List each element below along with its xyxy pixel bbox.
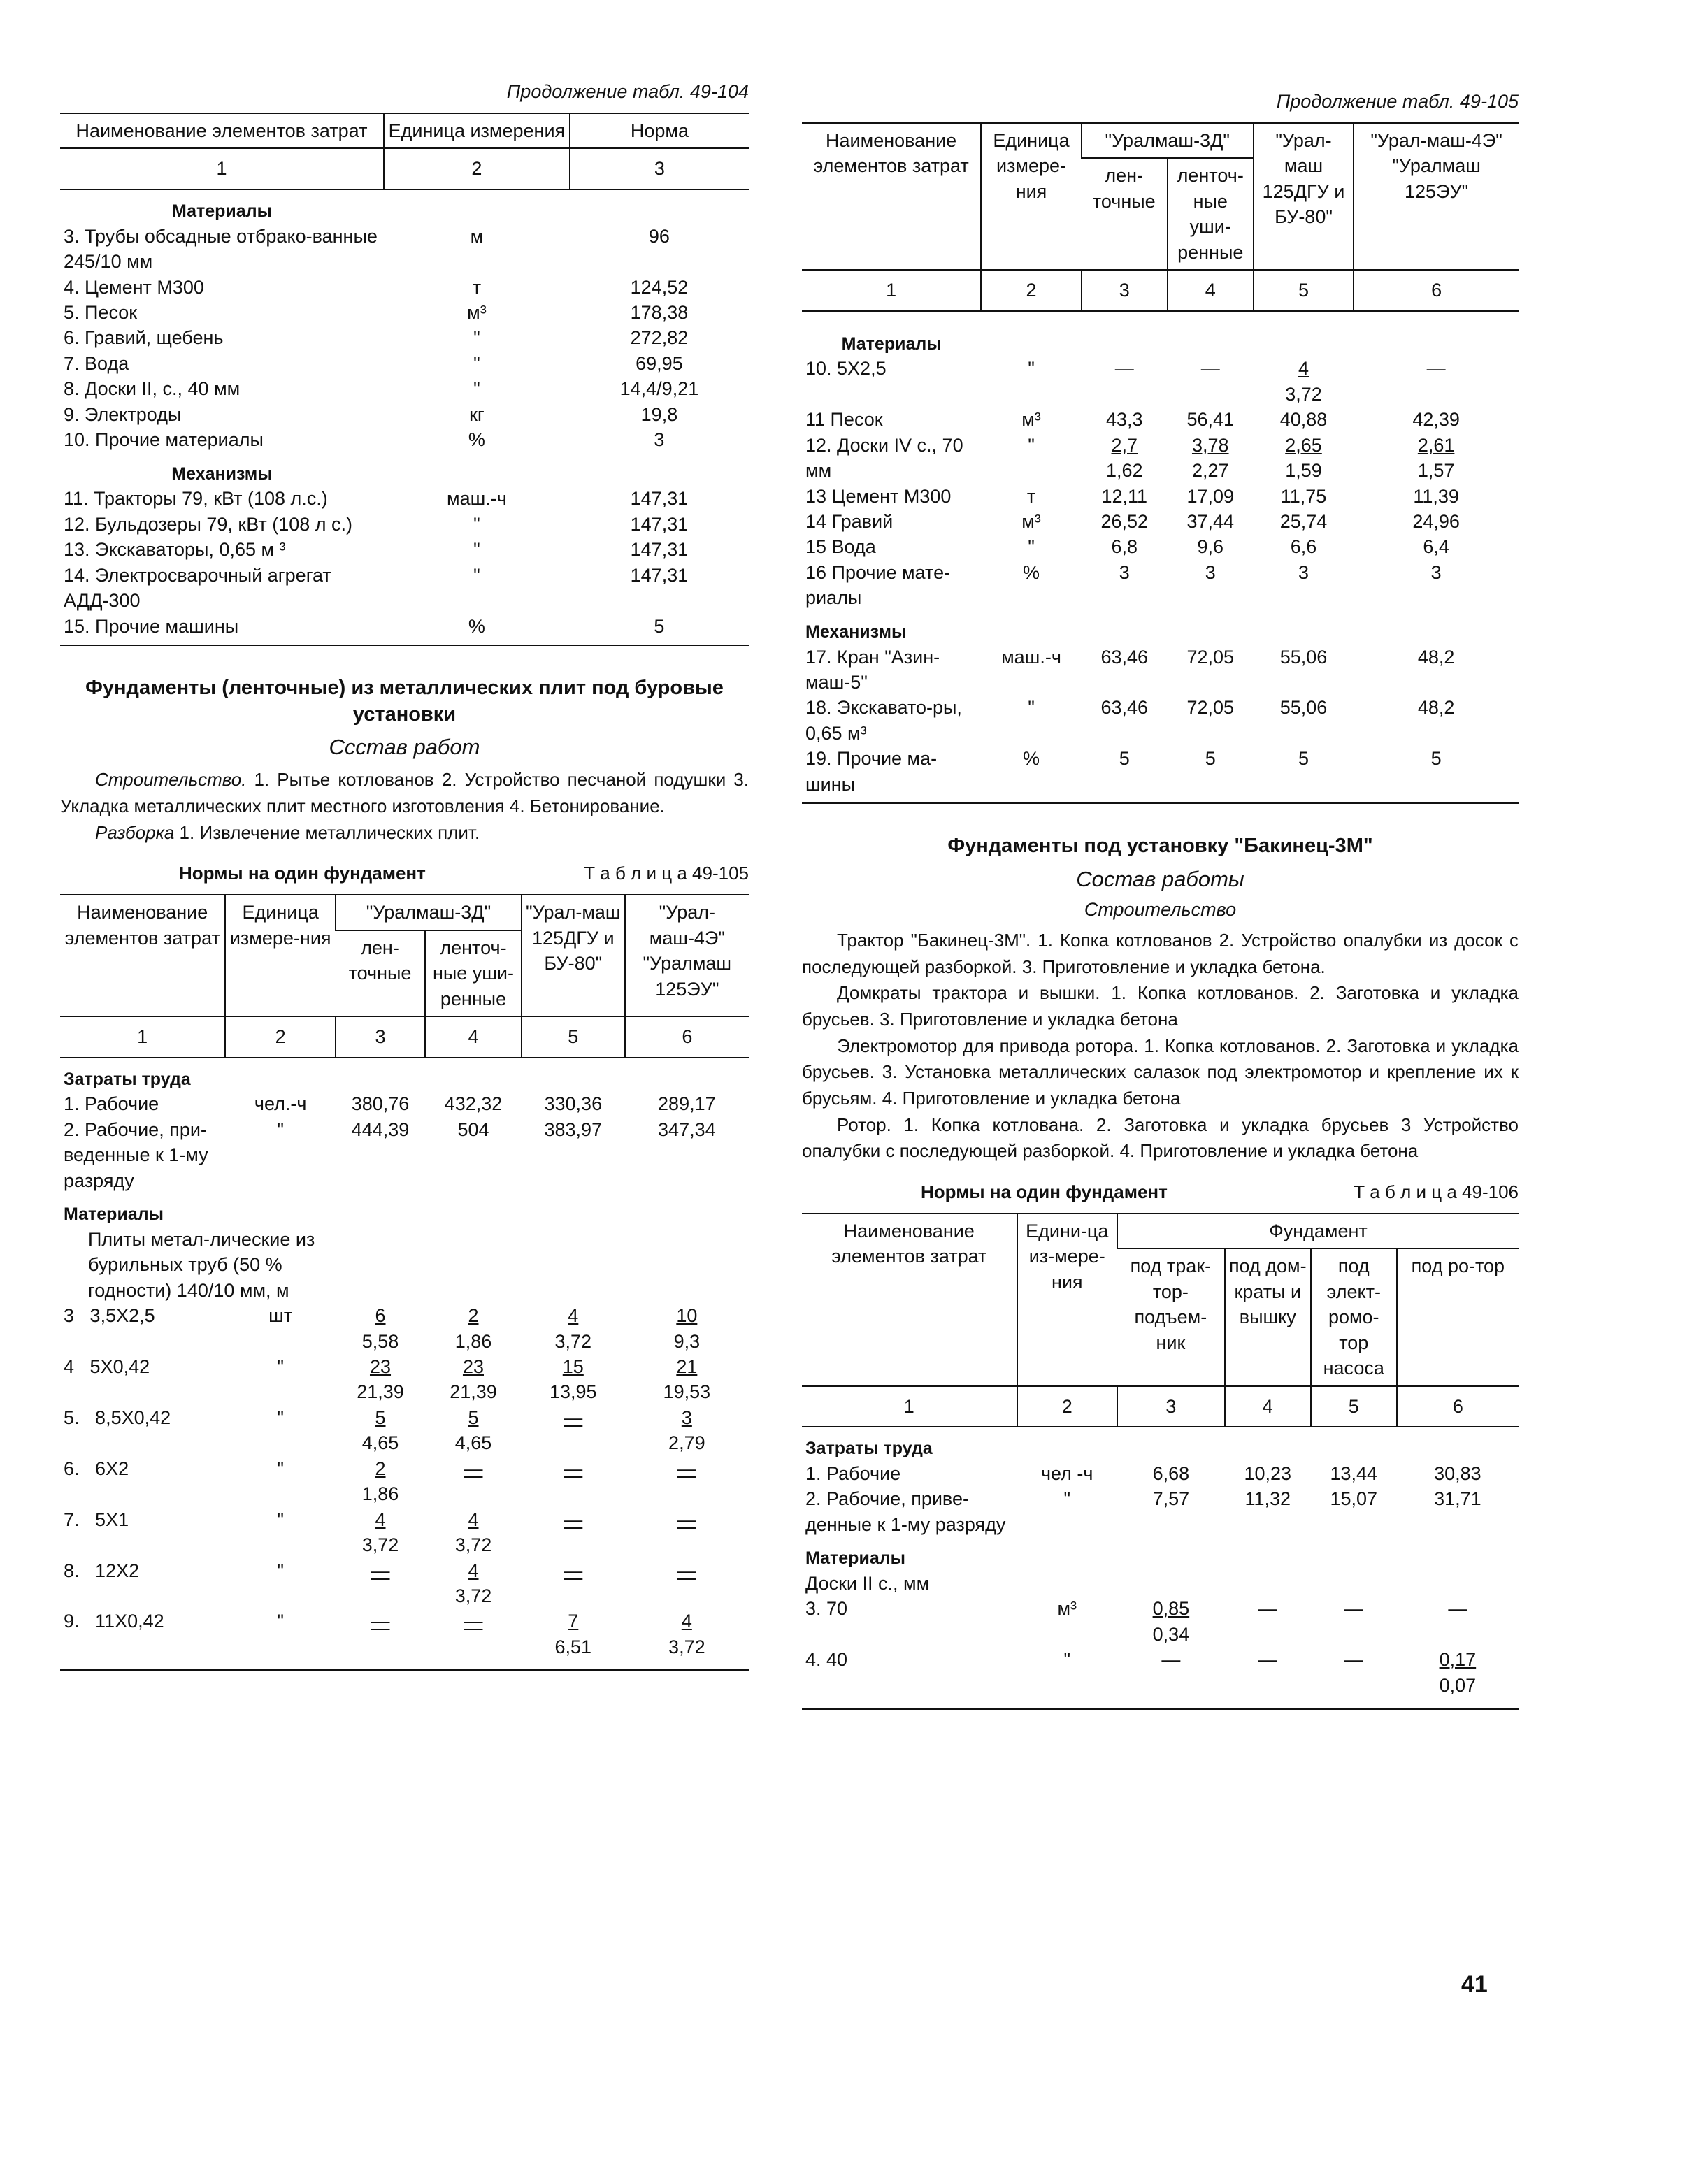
col-number: 1 bbox=[802, 270, 981, 310]
col-number: 5 bbox=[1311, 1386, 1397, 1427]
table-row: 7. Вода " 69,95 bbox=[64, 352, 683, 374]
table-row: 12. Доски IV с., 70 мм " 2,7 1,62 3,78 2,27 2,65 1,59 2,61 1,57 bbox=[805, 434, 1455, 482]
col-number: 3 bbox=[336, 1016, 425, 1057]
col-header-uralmash-4e: "Урал-маш-4Э" "Уралмаш 125ЭУ" bbox=[1354, 123, 1519, 270]
table-row: 17. Кран "Азин-маш-5" маш.-ч 63,46 72,05 55,06 48,2 bbox=[805, 646, 1455, 693]
col-header-motor: под элект-ромо-тор насоса bbox=[1311, 1248, 1397, 1385]
section-label: Затраты труда bbox=[805, 1439, 933, 1459]
col-header-strip: лен-точные bbox=[1082, 158, 1168, 270]
table-row: 3. Трубы обсадные отбрако-ванные 245/10 мм м 96 bbox=[64, 225, 670, 273]
table-row: 7. 5Х1 " 4 3,72 4 3,72 — — bbox=[64, 1509, 696, 1556]
col-header-name: Наименование элементов затрат bbox=[76, 120, 368, 141]
paragraph: Ротор. 1. Копка котлована. 2. Заготовка и укладка брусьев 3 Устройство опалубки с последующей разборкой. 4. Приготовление и укладка бетона bbox=[802, 1114, 1519, 1162]
table-row: 10. Прочие материалы % 3 bbox=[64, 429, 665, 451]
table-49-105 bbox=[60, 894, 749, 1660]
table-row: 15. Прочие машины % 5 bbox=[64, 615, 665, 637]
table-row: 3. 70 м³ 0,85 0,34 — — — bbox=[805, 1598, 1467, 1645]
col-number: 4 bbox=[1225, 1386, 1311, 1427]
section-label: Материалы bbox=[805, 1548, 905, 1569]
col-number: 6 bbox=[1354, 270, 1519, 310]
plates-description: Плиты метал-лические из бурильных труб (50 % годности) 140/10 мм, м bbox=[88, 1228, 315, 1301]
table-row: 5. Песок м³ 178,38 bbox=[64, 301, 689, 323]
table-row: 16 Прочие мате-риалы % 3 3 3 3 bbox=[805, 561, 1442, 609]
section-label: Материалы bbox=[841, 333, 942, 354]
col-header-tractor: под трак-тор-подъем-ник bbox=[1117, 1248, 1225, 1385]
table-row: 4. Цемент М300 т 124,52 bbox=[64, 276, 689, 298]
col-header-name: Наименование элементов затрат bbox=[64, 902, 220, 949]
continuation-label: Продолжение табл. 49-105 bbox=[1276, 91, 1519, 112]
col-number: 3 bbox=[570, 148, 749, 189]
col-header-strip-wide: ленточ-ные уши-ренные bbox=[1168, 158, 1254, 270]
col-header-norm: Норма bbox=[570, 113, 749, 148]
table-49-104-continued bbox=[60, 113, 749, 639]
col-number: 2 bbox=[225, 1016, 336, 1057]
col-header-uralmash-125dgu: "Урал-маш 125ДГУ и БУ-80" bbox=[522, 895, 625, 1016]
table-end-rule bbox=[60, 1669, 749, 1671]
col-number: 5 bbox=[1254, 270, 1354, 310]
table-row: 9. Электроды кг 19,8 bbox=[64, 403, 678, 425]
table-row: 1. Рабочие чел.-ч 380,76 432,32 330,36 289,17 bbox=[64, 1093, 716, 1115]
right-column bbox=[802, 0, 1519, 1710]
col-number: 1 bbox=[60, 1016, 225, 1057]
col-number: 4 bbox=[1168, 270, 1254, 310]
col-number: 1 bbox=[802, 1386, 1017, 1427]
col-header-name: Наименование элементов затрат bbox=[813, 130, 969, 177]
col-number: 3 bbox=[1082, 270, 1168, 310]
col-header-unit: Единица измере-ния bbox=[981, 123, 1082, 270]
section-label: Материалы bbox=[64, 1204, 164, 1225]
col-number: 2 bbox=[384, 148, 570, 189]
table-row: 6. 6Х2 " 2 1,86 — — — bbox=[64, 1457, 696, 1505]
col-header-jacks: под дом-краты и вышку bbox=[1225, 1248, 1311, 1385]
page-number: 41 bbox=[1461, 1971, 1488, 1998]
table-row: 5. 8,5Х0,42 " 5 4,65 5 4,65 — 3 2,79 bbox=[64, 1406, 705, 1454]
paragraph: Строительство. 1. Рытье котлованов 2. Устройство песчаной подушки 3. Укладка металлических плит местного изготовления 4. Бетонирование. bbox=[60, 769, 749, 816]
table-row: 15 Вода " 6,8 9,6 6,6 6,4 bbox=[805, 536, 1449, 558]
table-row: 12. Бульдозеры 79, кВт (108 л с.) " 147,31 bbox=[64, 513, 689, 535]
col-header-unit: Единица измерения bbox=[384, 113, 570, 148]
section-subtitle: Ccстав работ bbox=[329, 735, 480, 760]
table-caption bbox=[60, 863, 749, 884]
table-caption bbox=[802, 1181, 1519, 1203]
section-subtitle: Строительство bbox=[1084, 898, 1237, 920]
col-header-name: Наименование элементов затрат bbox=[831, 1221, 987, 1267]
col-header-uralmash-4e: "Урал-маш-4Э" "Уралмаш 125ЭУ" bbox=[625, 895, 749, 1016]
col-number: 1 bbox=[60, 148, 384, 189]
section-title: Фундаменты (ленточные) из металлических плит под буровые установки bbox=[85, 676, 724, 726]
col-header-rotor: под ро-тор bbox=[1397, 1248, 1519, 1385]
col-header-uralmash-3d: "Уралмаш-3Д" bbox=[1082, 123, 1254, 158]
col-number: 2 bbox=[981, 270, 1082, 310]
table-end-rule bbox=[60, 645, 749, 647]
table-row: 2. Рабочие, при-веденные к 1-му разряду " 444,39 504 383,97 347,34 bbox=[64, 1118, 716, 1191]
table-row: 13. Экскаваторы, 0,65 м ³ " 147,31 bbox=[64, 539, 689, 561]
paragraph: Домкраты трактора и вышки. 1. Копка котлованов. 2. Заготовка и укладка брусьев. 3. Приготовление и укладка бетона bbox=[802, 982, 1519, 1030]
table-row: 13 Цемент М300 т 12,11 17,09 11,75 11,39 bbox=[805, 485, 1459, 507]
table-row: 4 5Х0,42 " 23 21,39 23 21,39 15 13,95 21 19,53 bbox=[64, 1356, 711, 1403]
col-number: 3 bbox=[1117, 1386, 1225, 1427]
table-row: 11 Песок м³ 43,3 56,41 40,88 42,39 bbox=[805, 409, 1460, 431]
table-49-105-continued bbox=[802, 122, 1519, 797]
table-caption-title: Нормы на один фундамент bbox=[921, 1181, 1168, 1202]
left-column bbox=[60, 0, 749, 1671]
table-row: 2. Рабочие, приве-денные к 1-му разряду " 7,57 11,32 15,07 31,71 bbox=[805, 1488, 1481, 1535]
paragraph: Электромотор для привода ротора. 1. Копка котлованов. 2. Заготовка и укладка брусьев. 3. Установка металлических салазок под электромотор и крепление их к брусьям. 4. Приготовление и укладка бетона bbox=[802, 1035, 1519, 1109]
table-row: 14. Электросварочный агрегат АДД-300 " 147,31 bbox=[64, 564, 689, 612]
col-number: 5 bbox=[522, 1016, 625, 1057]
paragraph: Трактор "Бакинец-3М". 1. Копка котлованов 2. Устройство опалубки из досок с последующей разборкой. 3. Приготовление и укладка бетона. bbox=[802, 929, 1519, 977]
table-row: 1. Рабочие чел -ч 6,68 10,23 13,44 30,83 bbox=[805, 1462, 1481, 1484]
table-row: 19. Прочие ма-шины % 5 5 5 5 bbox=[805, 748, 1442, 795]
col-header-unit: Единица измере-ния bbox=[225, 895, 336, 1016]
table-label: Т а б л и ц а 49-106 bbox=[1354, 1181, 1519, 1202]
col-number: 4 bbox=[425, 1016, 522, 1057]
col-header-foundation: Фундамент bbox=[1117, 1214, 1519, 1248]
plates-rows bbox=[60, 1303, 749, 1660]
table-row: 9. 11Х0,42 " — — 7 6,51 4 3,72 bbox=[64, 1611, 705, 1657]
col-number: 6 bbox=[625, 1016, 749, 1057]
table-row: 11. Тракторы 79, кВт (108 л.с.) маш.-ч 147,31 bbox=[64, 488, 689, 510]
table-row: 14 Гравий м³ 26,52 37,44 25,74 24,96 bbox=[805, 511, 1460, 532]
table-label: Т а б л и ц а 49-105 bbox=[584, 863, 749, 884]
col-header-strip: лен-точные bbox=[336, 930, 425, 1016]
table-row: 10. 5Х2,5 " — — 4 3,72 — bbox=[805, 358, 1446, 405]
col-header-unit: Едини-ца из-мере-ния bbox=[1017, 1214, 1118, 1386]
paragraph: Разборка 1. Извлечение металлических плит. bbox=[95, 821, 480, 843]
section-subtitle: Состав работы bbox=[1076, 866, 1244, 891]
col-header-strip-wide: ленточ-ные уши-ренные bbox=[425, 930, 522, 1016]
section-label: Затраты труда bbox=[64, 1069, 191, 1089]
boards-label: Доски II с., мм bbox=[805, 1572, 930, 1594]
section-label: Механизмы bbox=[805, 621, 907, 642]
table-row: 3 3,5Х2,5 шт 6 5,58 2 1,86 4 3,72 10 9,3 bbox=[64, 1305, 701, 1352]
continuation-label: Продолжение табл. 49-104 bbox=[506, 81, 749, 102]
col-header-uralmash-3d: "Уралмаш-3Д" bbox=[336, 895, 522, 930]
table-end-rule bbox=[802, 1708, 1519, 1710]
table-49-106 bbox=[802, 1213, 1519, 1698]
table-row: 8. 12Х2 " — 4 3,72 — — bbox=[64, 1560, 696, 1606]
col-header-uralmash-125dgu: "Урал-маш 125ДГУ и БУ-80" bbox=[1254, 123, 1354, 270]
table-caption-title: Нормы на один фундамент bbox=[179, 863, 426, 884]
section-label: Материалы bbox=[171, 201, 272, 221]
table-row: 6. Гравий, щебень " 272,82 bbox=[64, 327, 689, 349]
col-number: 6 bbox=[1397, 1386, 1519, 1427]
section-label: Механизмы bbox=[171, 463, 273, 484]
table-row: 8. Доски II, с., 40 мм " 14,4/9,21 bbox=[64, 378, 699, 400]
col-number: 2 bbox=[1017, 1386, 1118, 1427]
table-row: 4. 40 " — — — 0,17 0,07 bbox=[805, 1649, 1477, 1696]
table-end-rule bbox=[802, 802, 1519, 805]
table-row: 18. Экскавато-ры, 0,65 м³ " 63,46 72,05 55,06 48,2 bbox=[805, 697, 1455, 744]
section-title: Фундаменты под установку "Бакинец-3М" bbox=[947, 835, 1373, 858]
